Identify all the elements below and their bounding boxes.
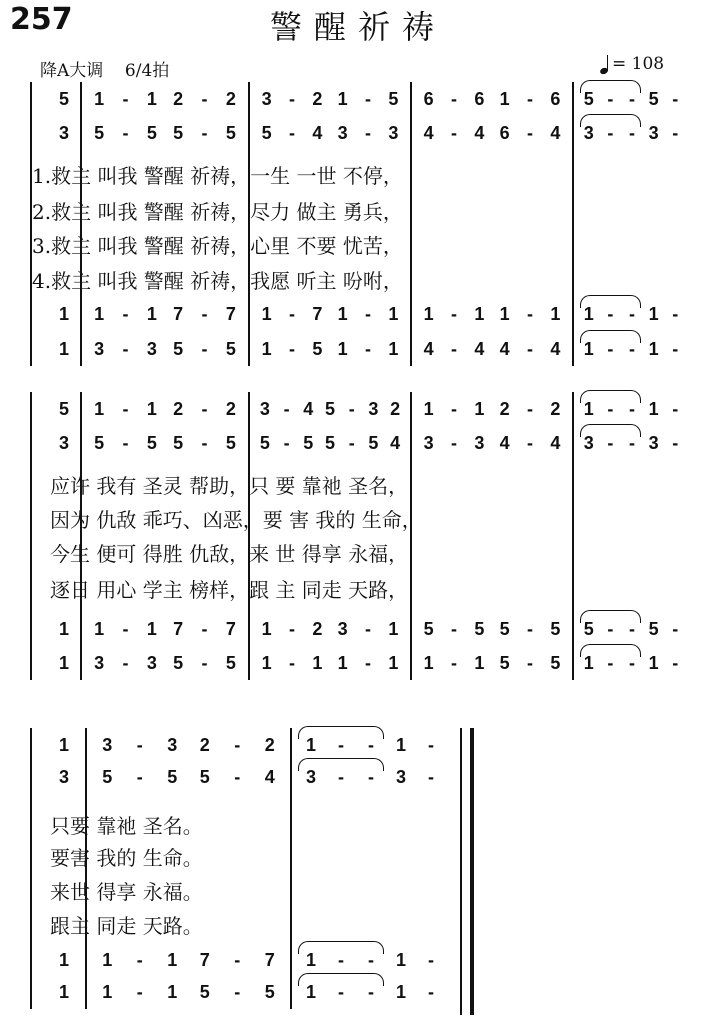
note: 1 <box>474 304 485 324</box>
note: 4 <box>550 433 561 453</box>
tie-arc <box>580 390 641 403</box>
note: 1 <box>146 619 157 639</box>
note: 5 <box>225 653 236 673</box>
dash: - <box>136 735 143 755</box>
note: 1 <box>312 653 323 673</box>
note: 5 <box>583 89 594 109</box>
note: 1 <box>423 304 434 324</box>
note: 5 <box>550 653 561 673</box>
dash: - <box>672 339 679 359</box>
note: 2 <box>173 89 184 109</box>
dash: - <box>451 619 457 639</box>
note: 3 <box>146 653 157 673</box>
note: 5 <box>94 123 105 143</box>
note: 1 <box>499 89 510 109</box>
dash: - <box>451 399 457 419</box>
lyric-line: 要害 我的 生命。 <box>50 846 203 870</box>
dash: - <box>451 653 457 673</box>
note: 3 <box>395 767 406 787</box>
note: 6 <box>474 89 485 109</box>
note: 3 <box>94 339 105 359</box>
dash: - <box>629 123 635 143</box>
dash: - <box>368 767 374 787</box>
dash: - <box>234 735 241 755</box>
note: 1 <box>305 982 316 1002</box>
note: 5 <box>225 123 236 143</box>
note: 1 <box>395 950 406 970</box>
note: 7 <box>225 619 236 639</box>
note: 3 <box>648 433 659 453</box>
dash: - <box>672 653 679 673</box>
dash: - <box>527 89 533 109</box>
tie-arc <box>298 726 384 739</box>
dash: - <box>122 339 129 359</box>
dash: - <box>527 123 533 143</box>
tie-arc <box>580 80 641 93</box>
note: 5 <box>474 619 485 639</box>
tie-arc <box>580 295 641 308</box>
note: 1 <box>146 304 157 324</box>
dash: - <box>348 433 355 453</box>
note: 1 <box>648 304 659 324</box>
dash: - <box>368 735 374 755</box>
note: 1 <box>337 653 348 673</box>
note: 5 <box>225 339 236 359</box>
note: 5 <box>324 433 335 453</box>
note: 1 <box>102 982 113 1002</box>
lyric-line: 4.救主 叫我 警醒 祈祷，我愿 听主 吩咐， <box>32 269 403 293</box>
note: 5 <box>102 767 113 787</box>
note: 5 <box>499 619 510 639</box>
dash: - <box>289 339 295 359</box>
note: 5 <box>648 89 659 109</box>
dash: - <box>234 767 241 787</box>
note: 4 <box>499 433 510 453</box>
pickup-note: 1 <box>58 950 69 970</box>
tie-arc <box>580 644 641 657</box>
dash: - <box>629 653 635 673</box>
dash: - <box>527 619 533 639</box>
dash: - <box>122 433 129 453</box>
dash: - <box>451 433 457 453</box>
dash: - <box>428 982 434 1002</box>
dash: - <box>428 767 434 787</box>
tie-arc <box>298 758 384 771</box>
note: 4 <box>423 339 434 359</box>
key-and-meter <box>40 56 169 81</box>
note: 1 <box>648 653 659 673</box>
note: 4 <box>264 767 275 787</box>
dash: - <box>289 619 295 639</box>
note: 2 <box>225 399 236 419</box>
dash: - <box>283 399 290 419</box>
dash: - <box>527 399 533 419</box>
note: 3 <box>261 89 272 109</box>
dash: - <box>348 399 355 419</box>
pickup-note: 5 <box>58 89 69 109</box>
tie-arc <box>298 973 384 986</box>
note: 5 <box>499 653 510 673</box>
note: 1 <box>388 304 399 324</box>
note: 3 <box>305 767 316 787</box>
dash: - <box>289 89 295 109</box>
note: 4 <box>550 339 561 359</box>
note: 1 <box>388 653 399 673</box>
note: 5 <box>94 433 105 453</box>
note: 1 <box>648 399 659 419</box>
tie-arc <box>298 941 384 954</box>
lyric-line: 来世 得享 永福。 <box>50 880 203 904</box>
dash: - <box>527 433 533 453</box>
lyric-line: 因为 仇敌 乖巧、凶恶，要 害 我的 生命， <box>50 508 422 532</box>
dash: - <box>368 950 374 970</box>
note: 1 <box>583 399 594 419</box>
dash: - <box>607 304 614 324</box>
note: 7 <box>312 304 323 324</box>
note: 4 <box>550 123 561 143</box>
note: 5 <box>199 767 210 787</box>
dash: - <box>672 399 679 419</box>
note: 5 <box>167 767 178 787</box>
note: 1 <box>261 619 272 639</box>
note: 1 <box>583 339 594 359</box>
note: 2 <box>312 619 323 639</box>
note: 5 <box>550 619 561 639</box>
note: 5 <box>173 123 184 143</box>
note: 7 <box>173 304 184 324</box>
dash: - <box>451 339 457 359</box>
note: 5 <box>648 619 659 639</box>
dash: - <box>136 950 143 970</box>
dash: - <box>122 89 129 109</box>
note: 1 <box>550 304 561 324</box>
note: 2 <box>199 735 210 755</box>
note: 7 <box>173 619 184 639</box>
tie-arc <box>580 114 641 127</box>
dash: - <box>672 123 679 143</box>
dash: - <box>527 339 533 359</box>
note: 1 <box>337 89 348 109</box>
pickup-note: 3 <box>58 123 69 143</box>
tie-arc <box>580 610 641 623</box>
dash: - <box>338 950 344 970</box>
note: 7 <box>264 950 275 970</box>
hymn-title: 警醒祈祷 <box>270 8 447 46</box>
note: 1 <box>305 950 316 970</box>
note: 3 <box>167 735 178 755</box>
dash: - <box>122 123 129 143</box>
dash: - <box>234 950 241 970</box>
dash: - <box>672 619 679 639</box>
dash: - <box>365 123 371 143</box>
pickup-note: 1 <box>58 339 69 359</box>
note: 2 <box>390 399 401 419</box>
note: 3 <box>368 399 379 419</box>
note: 4 <box>423 123 434 143</box>
pickup-note: 1 <box>58 653 69 673</box>
note: 1 <box>395 735 406 755</box>
note: 3 <box>583 123 594 143</box>
dash: - <box>201 653 208 673</box>
note: 2 <box>264 735 275 755</box>
key-signature: 降A大调 <box>40 61 104 81</box>
voice-row <box>0 766 724 796</box>
note: 2 <box>550 399 561 419</box>
note: 4 <box>499 339 510 359</box>
tempo-value: = 108 <box>612 54 665 74</box>
dash: - <box>201 339 208 359</box>
note: 5 <box>264 982 275 1002</box>
dash: - <box>338 982 344 1002</box>
dash: - <box>672 304 679 324</box>
voice-row <box>0 652 724 682</box>
dash: - <box>629 339 635 359</box>
dash: - <box>201 399 208 419</box>
dash: - <box>122 399 129 419</box>
note: 3 <box>423 433 434 453</box>
note: 1 <box>388 619 399 639</box>
note: 5 <box>173 653 184 673</box>
dash: - <box>527 304 533 324</box>
dash: - <box>338 735 344 755</box>
note: 4 <box>312 123 323 143</box>
dash: - <box>234 982 241 1002</box>
note: 3 <box>259 399 270 419</box>
note: 1 <box>474 399 485 419</box>
dash: - <box>365 304 371 324</box>
time-signature: 6/4拍 <box>124 61 170 81</box>
note: 3 <box>583 433 594 453</box>
note: 3 <box>474 433 485 453</box>
pickup-note: 1 <box>58 619 69 639</box>
note: 3 <box>94 653 105 673</box>
dash: - <box>607 123 614 143</box>
note: 1 <box>146 399 157 419</box>
dash: - <box>283 433 290 453</box>
voice-row <box>0 338 724 368</box>
lyric-line: 1.救主 叫我 警醒 祈祷，一生 一世 不停， <box>32 164 403 188</box>
dash: - <box>607 653 614 673</box>
dash: - <box>122 653 129 673</box>
note: 3 <box>388 123 399 143</box>
dash: - <box>365 653 371 673</box>
dash: - <box>201 304 208 324</box>
dash: - <box>672 433 679 453</box>
dash: - <box>629 89 635 109</box>
note: 5 <box>368 433 379 453</box>
quarter-note-icon <box>600 54 608 74</box>
lyric-line: 跟主 同走 天路。 <box>50 914 203 938</box>
note: 5 <box>199 982 210 1002</box>
dash: - <box>201 123 208 143</box>
dash: - <box>338 767 344 787</box>
dash: - <box>136 982 143 1002</box>
note: 6 <box>423 89 434 109</box>
pickup-note: 3 <box>58 767 69 787</box>
note: 5 <box>388 89 399 109</box>
lyric-line: 3.救主 叫我 警醒 祈祷，心里 不要 忧苦， <box>32 234 403 258</box>
dash: - <box>201 433 208 453</box>
note: 1 <box>337 339 348 359</box>
pickup-note: 3 <box>58 433 69 453</box>
note: 7 <box>225 304 236 324</box>
dash: - <box>365 619 371 639</box>
lyric-line: 今生 便可 得胜 仇敌，来 世 得享 永福， <box>50 542 409 566</box>
note: 3 <box>102 735 113 755</box>
note: 1 <box>94 399 105 419</box>
dash: - <box>607 619 614 639</box>
dash: - <box>607 89 614 109</box>
note: 1 <box>261 304 272 324</box>
note: 1 <box>423 399 434 419</box>
note: 1 <box>261 653 272 673</box>
note: 1 <box>388 339 399 359</box>
tie-arc <box>580 424 641 437</box>
lyric-line: 只要 靠祂 圣名。 <box>50 814 203 838</box>
voice-row <box>0 122 724 152</box>
note: 1 <box>94 619 105 639</box>
note: 1 <box>583 653 594 673</box>
note: 5 <box>146 123 157 143</box>
note: 1 <box>146 89 157 109</box>
note: 5 <box>173 339 184 359</box>
dash: - <box>289 123 295 143</box>
dash: - <box>607 433 614 453</box>
hymn-number: 257 <box>10 2 73 37</box>
voice-row <box>0 981 724 1011</box>
dash: - <box>607 399 614 419</box>
dash: - <box>289 653 295 673</box>
note: 5 <box>324 399 335 419</box>
note: 4 <box>390 433 401 453</box>
note: 1 <box>167 950 178 970</box>
note: 4 <box>474 123 485 143</box>
note: 4 <box>303 399 314 419</box>
pickup-note: 1 <box>58 735 69 755</box>
dash: - <box>527 653 533 673</box>
lyric-line: 2.救主 叫我 警醒 祈祷，尽力 做主 勇兵， <box>32 200 403 224</box>
pickup-note: 5 <box>58 399 69 419</box>
dash: - <box>136 767 143 787</box>
note: 2 <box>312 89 323 109</box>
note: 1 <box>648 339 659 359</box>
dash: - <box>365 339 371 359</box>
lyric-line: 逐日 用心 学主 榜样，跟 主 同走 天路， <box>50 578 409 602</box>
note: 5 <box>259 433 270 453</box>
note: 3 <box>146 339 157 359</box>
dash: - <box>607 339 614 359</box>
dash: - <box>201 619 208 639</box>
note: 5 <box>173 433 184 453</box>
note: 5 <box>583 619 594 639</box>
pickup-note: 1 <box>58 982 69 1002</box>
note: 6 <box>550 89 561 109</box>
dash: - <box>629 399 635 419</box>
dash: - <box>451 123 457 143</box>
note: 2 <box>173 399 184 419</box>
note: 3 <box>337 619 348 639</box>
note: 1 <box>167 982 178 1002</box>
dash: - <box>428 735 434 755</box>
note: 4 <box>474 339 485 359</box>
note: 2 <box>499 399 510 419</box>
note: 1 <box>474 653 485 673</box>
dash: - <box>365 89 371 109</box>
note: 5 <box>261 123 272 143</box>
note: 5 <box>146 433 157 453</box>
tempo-marking <box>600 54 664 74</box>
tie-arc <box>580 330 641 343</box>
dash: - <box>629 433 635 453</box>
note: 1 <box>94 304 105 324</box>
note: 3 <box>337 123 348 143</box>
dash: - <box>201 89 208 109</box>
note: 1 <box>305 735 316 755</box>
note: 1 <box>423 653 434 673</box>
voice-row <box>0 432 724 462</box>
dash: - <box>451 304 457 324</box>
note: 1 <box>583 304 594 324</box>
voice-row <box>0 303 724 333</box>
dash: - <box>122 304 129 324</box>
note: 1 <box>499 304 510 324</box>
dash: - <box>629 304 635 324</box>
note: 5 <box>312 339 323 359</box>
dash: - <box>672 89 679 109</box>
note: 1 <box>94 89 105 109</box>
dash: - <box>122 619 129 639</box>
note: 5 <box>303 433 314 453</box>
note: 1 <box>261 339 272 359</box>
note: 2 <box>225 89 236 109</box>
note: 3 <box>648 123 659 143</box>
dash: - <box>368 982 374 1002</box>
dash: - <box>629 619 635 639</box>
note: 1 <box>337 304 348 324</box>
lyric-line: 应许 我有 圣灵 帮助，只 要 靠祂 圣名， <box>50 474 409 498</box>
dash: - <box>451 89 457 109</box>
note: 1 <box>395 982 406 1002</box>
dash: - <box>428 950 434 970</box>
note: 1 <box>102 950 113 970</box>
note: 6 <box>499 123 510 143</box>
note: 5 <box>225 433 236 453</box>
pickup-note: 1 <box>58 304 69 324</box>
note: 5 <box>423 619 434 639</box>
note: 7 <box>199 950 210 970</box>
dash: - <box>289 304 295 324</box>
